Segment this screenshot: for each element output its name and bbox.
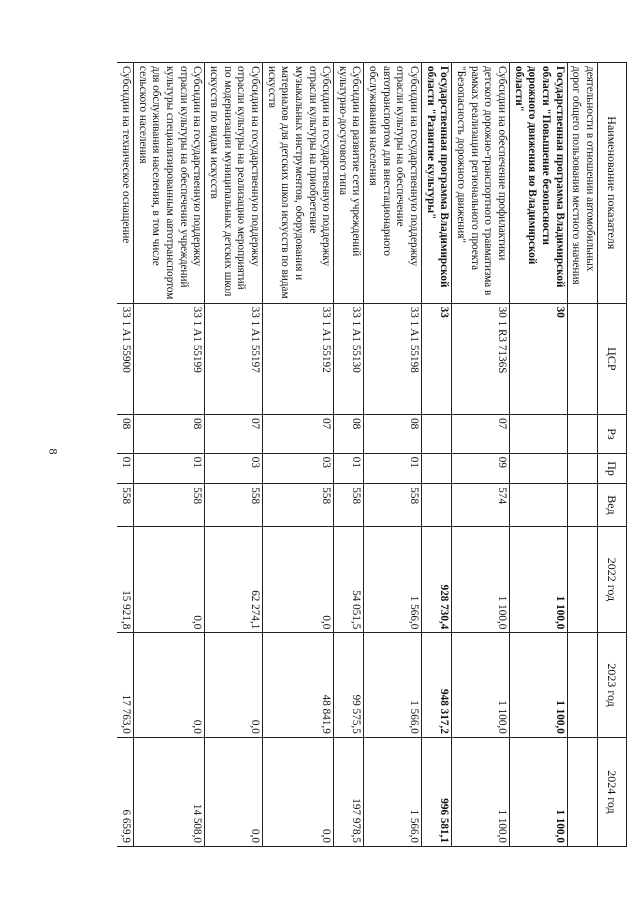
cell-csr: 30 1 R3 7136S xyxy=(452,303,510,414)
cell-2022: 1 100,0 xyxy=(452,526,510,633)
cell-csr: 33 1 A1 55130 xyxy=(334,303,364,414)
cell-2023: 948 317,2 xyxy=(422,633,452,737)
cell-name: Государственная программа Владимирской области "Развитие культуры" xyxy=(422,63,452,304)
rotated-table-viewport xyxy=(117,62,627,847)
cell-pr: 03 xyxy=(262,453,333,484)
page-number: 8 xyxy=(46,448,61,455)
table-row xyxy=(262,63,333,847)
cell-csr: 33 1 A1 55192 xyxy=(262,303,333,414)
cell-rz: 08 xyxy=(134,415,205,454)
cell-ved: 558 xyxy=(364,484,422,526)
cell-name: Субсидии на развитие сети учреждений культурно-досугового типа xyxy=(334,63,364,304)
cell-name: Субсидии на государственную поддержку отрасли культуры на реализацию мероприятий по модернизации муниципальных детских школ искусств по видам искусств xyxy=(205,63,263,304)
cell-rz xyxy=(422,415,452,454)
table-row xyxy=(452,63,510,847)
table-body xyxy=(117,63,598,847)
cell-2022: 54 051,5 xyxy=(334,526,364,633)
cell-2022: 62 274,1 xyxy=(205,526,263,633)
cell-2022: 0,0 xyxy=(262,526,333,633)
cell-pr xyxy=(422,453,452,484)
cell-2023: 0,0 xyxy=(134,633,205,737)
cell-2023: 99 575,5 xyxy=(334,633,364,737)
cell-ved: 558 xyxy=(262,484,333,526)
cell-pr: 01 xyxy=(134,453,205,484)
cell-name: Субсидии на государственную поддержку отрасли культуры на обеспечение учреждений культуры специализированным автотранспортом для обслуживания населения, в том числе сельского населения xyxy=(134,63,205,304)
cell-2024: 0,0 xyxy=(205,737,263,846)
cell-ved xyxy=(510,484,568,526)
cell-pr: 01 xyxy=(334,453,364,484)
cell-2022: 0,0 xyxy=(134,526,205,633)
cell-pr: 03 xyxy=(205,453,263,484)
table-row xyxy=(422,63,452,847)
cell-2023: 0,0 xyxy=(205,633,263,737)
cell-2024: 0,0 xyxy=(262,737,333,846)
table-row xyxy=(117,63,134,847)
cell-pr: 09 xyxy=(452,453,510,484)
header-ved: Вед xyxy=(598,484,627,526)
cell-ved: 558 xyxy=(334,484,364,526)
cell-csr xyxy=(567,303,597,414)
cell-rz xyxy=(567,415,597,454)
header-rz: Рз xyxy=(598,415,627,454)
cell-2022: 15 921,8 xyxy=(117,526,134,633)
cell-2024: 996 581,1 xyxy=(422,737,452,846)
cell-2023 xyxy=(567,633,597,737)
cell-csr: 33 1 A1 55198 xyxy=(364,303,422,414)
table-row xyxy=(205,63,263,847)
cell-csr: 33 1 A1 55199 xyxy=(134,303,205,414)
cell-csr: 33 xyxy=(422,303,452,414)
header-2022: 2022 год xyxy=(598,526,627,633)
cell-2022 xyxy=(567,526,597,633)
header-2023: 2023 год xyxy=(598,633,627,737)
cell-name: Субсидии на государственную поддержку отрасли культуры на приобретение музыкальных инструментов, оборудования и материалов для детских школ искусств по видам искусств xyxy=(262,63,333,304)
cell-name: Государственная программа Владимирской области "Повышение безопасности дорожного движения во Владимирской области" xyxy=(510,63,568,304)
header-name: Наименование показателя xyxy=(598,63,627,304)
table-row xyxy=(334,63,364,847)
cell-2022: 1 100,0 xyxy=(510,526,568,633)
cell-rz: 07 xyxy=(205,415,263,454)
cell-name: Субсидии на обеспечение профилактики детского дорожно-транспортного травматизма в рамках реализации регионального проекта "Безопасность дорожного движения" xyxy=(452,63,510,304)
cell-pr xyxy=(567,453,597,484)
cell-rz: 07 xyxy=(262,415,333,454)
rotated-table-frame xyxy=(117,62,627,847)
table-row xyxy=(510,63,568,847)
budget-table xyxy=(117,62,627,847)
cell-2022: 1 566,0 xyxy=(364,526,422,633)
cell-2024: 1 100,0 xyxy=(452,737,510,846)
cell-ved xyxy=(567,484,597,526)
cell-ved: 558 xyxy=(205,484,263,526)
cell-2022: 928 730,4 xyxy=(422,526,452,633)
cell-2023: 1 566,0 xyxy=(364,633,422,737)
cell-ved: 558 xyxy=(134,484,205,526)
cell-ved: 558 xyxy=(117,484,134,526)
header-pr: Пр xyxy=(598,453,627,484)
cell-rz: 08 xyxy=(364,415,422,454)
cell-rz xyxy=(510,415,568,454)
table-row xyxy=(567,63,597,847)
table-row xyxy=(364,63,422,847)
cell-2024: 6 659,9 xyxy=(117,737,134,846)
cell-2024: 197 978,5 xyxy=(334,737,364,846)
cell-rz: 08 xyxy=(117,415,134,454)
cell-ved xyxy=(422,484,452,526)
cell-name: Субсидии на техническое оснащение xyxy=(117,63,134,304)
cell-2024: 14 508,0 xyxy=(134,737,205,846)
table-row xyxy=(134,63,205,847)
cell-2024 xyxy=(567,737,597,846)
cell-2023: 17 763,0 xyxy=(117,633,134,737)
cell-2024: 1 100,0 xyxy=(510,737,568,846)
cell-rz: 08 xyxy=(334,415,364,454)
header-2024: 2024 год xyxy=(598,737,627,846)
header-csr: ЦСР xyxy=(598,303,627,414)
cell-2023: 1 100,0 xyxy=(452,633,510,737)
cell-pr: 01 xyxy=(117,453,134,484)
table-header-row xyxy=(598,63,627,847)
cell-2023: 1 100,0 xyxy=(510,633,568,737)
cell-pr: 01 xyxy=(364,453,422,484)
cell-ved: 574 xyxy=(452,484,510,526)
cell-pr xyxy=(510,453,568,484)
cell-name: Субсидии на государственную поддержку отрасли культуры на обеспечение автотранспортом для внестационарного обслуживания населения xyxy=(364,63,422,304)
cell-csr: 33 1 A1 55197 xyxy=(205,303,263,414)
cell-csr: 33 1 A1 55900 xyxy=(117,303,134,414)
cell-2023: 48 841,9 xyxy=(262,633,333,737)
cell-2024: 1 566,0 xyxy=(364,737,422,846)
cell-csr: 30 xyxy=(510,303,568,414)
cell-rz: 07 xyxy=(452,415,510,454)
cell-name: деятельности в отношении автомобильных дорог общего пользования местного значения xyxy=(567,63,597,304)
